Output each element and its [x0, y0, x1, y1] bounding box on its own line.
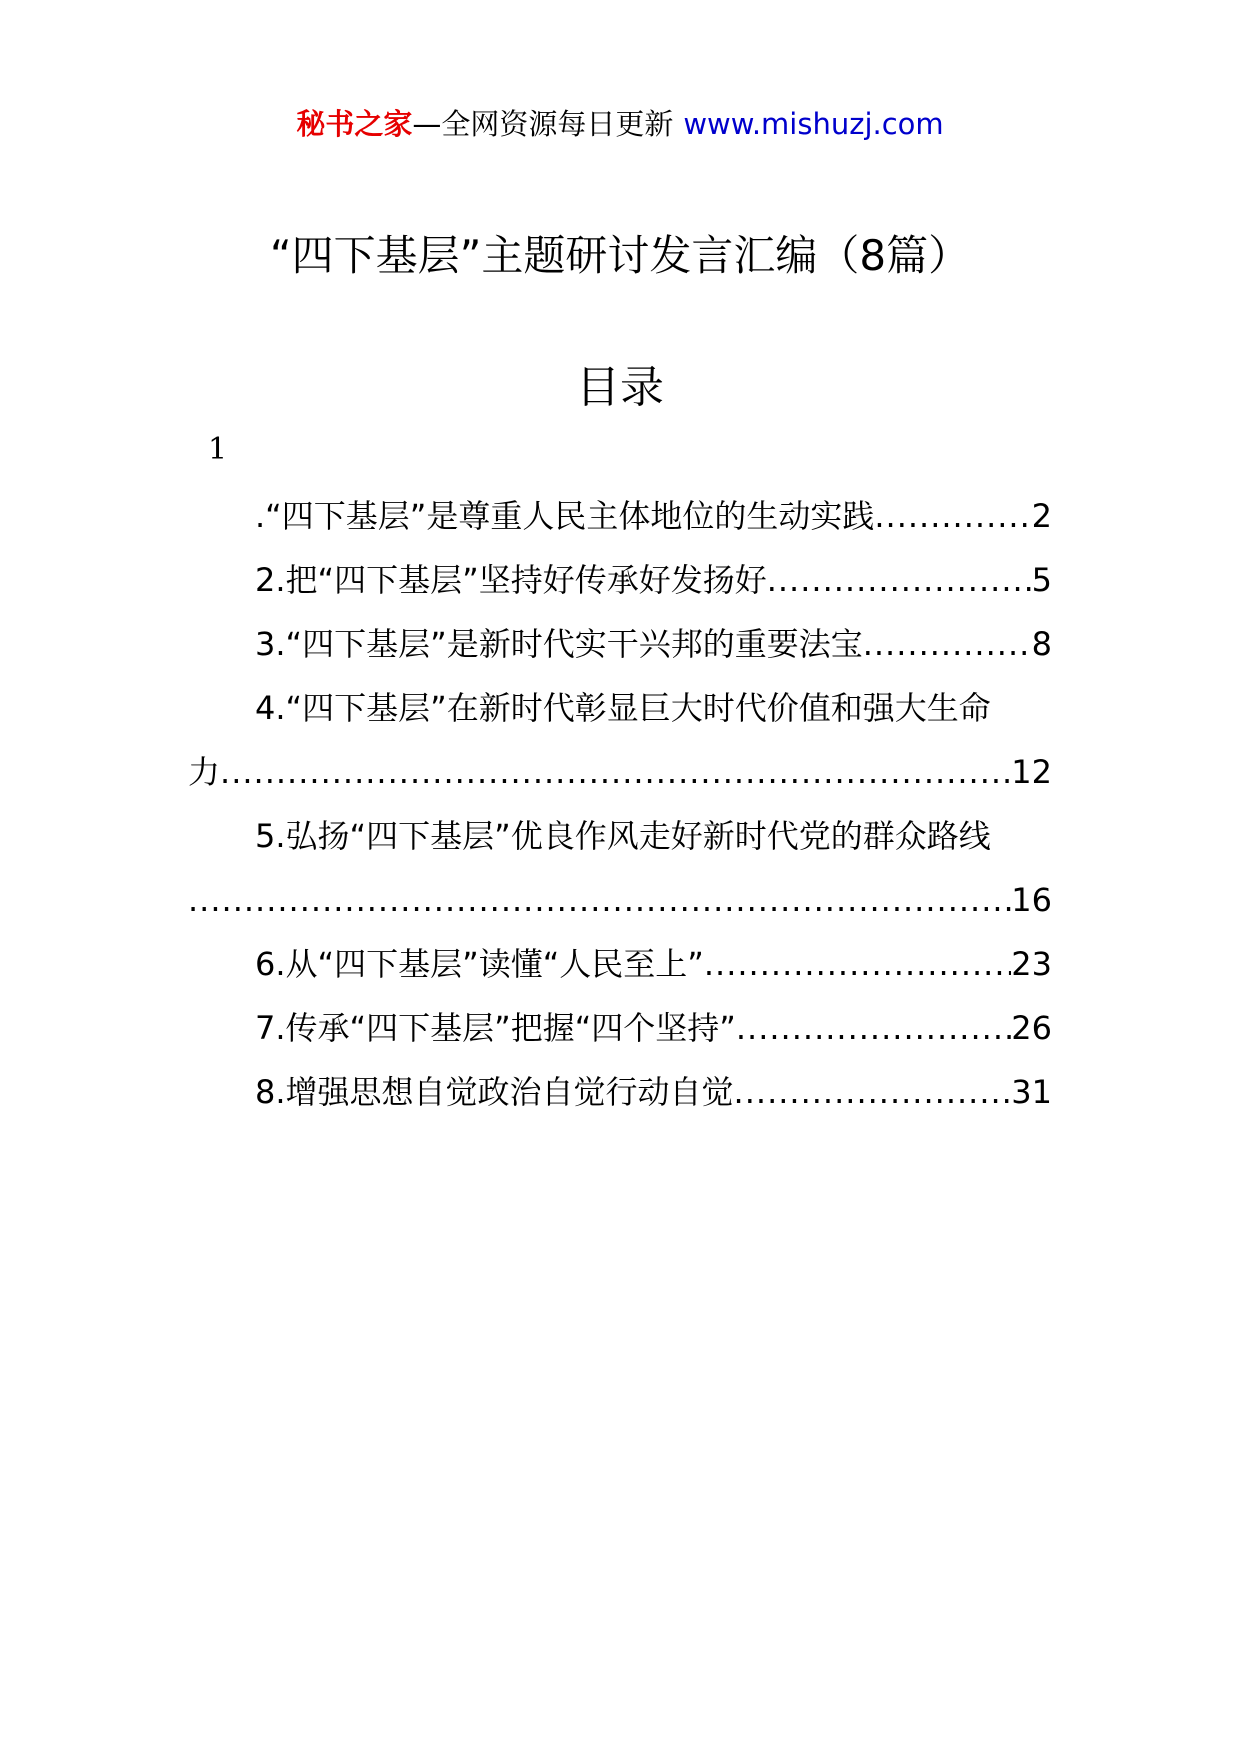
toc-entry-page: 23	[1011, 945, 1052, 983]
toc-heading: 目录	[576, 362, 664, 413]
toc-entry-title: 6.从“四下基层”读懂“人民至上”	[255, 945, 704, 983]
toc-entry-title: 8.增强思想自觉政治自觉行动自觉	[255, 1073, 734, 1111]
toc-entry-page: 16	[1011, 881, 1052, 919]
toc-entry-4[interactable]	[255, 682, 1052, 734]
toc-leader-dots	[767, 554, 1032, 606]
toc-entry-title-continuation: 力	[188, 753, 221, 791]
header-banner	[0, 104, 1240, 144]
toc-entry-6[interactable]	[255, 938, 1052, 990]
toc-entry-page: 5	[1031, 561, 1052, 599]
site-url-link[interactable]: www.mishuzj.com	[683, 107, 944, 141]
toc-entry-page: 12	[1011, 753, 1052, 791]
toc-leader-dots	[874, 490, 1031, 542]
toc-entry-3[interactable]	[255, 618, 1052, 670]
toc-entry-page: 8	[1031, 625, 1052, 663]
brand-name: 秘书之家	[296, 107, 413, 141]
toc-leader-dots	[704, 938, 1011, 990]
toc-entry-page: 31	[1011, 1073, 1052, 1111]
toc-entry-5-continuation[interactable]	[188, 874, 1052, 926]
toc-entry-8[interactable]	[255, 1066, 1052, 1118]
toc-entry-2[interactable]	[255, 554, 1052, 606]
toc-leader-dots	[188, 874, 1011, 926]
toc-leader-dots	[734, 1066, 1012, 1118]
toc-entry-4-continuation[interactable]	[188, 746, 1052, 798]
toc-entry-title: 3.“四下基层”是新时代实干兴邦的重要法宝	[255, 625, 863, 663]
toc-entry-title: .“四下基层”是尊重人民主体地位的生动实践	[255, 497, 875, 535]
toc-leader-dots	[863, 618, 1032, 670]
header-slogan: —全网资源每日更新	[412, 107, 674, 141]
toc-entry-1[interactable]	[255, 490, 1052, 542]
toc-entry-title: 4.“四下基层”在新时代彰显巨大时代价值和强大生命	[255, 689, 991, 727]
toc-leader-dots	[736, 1002, 1011, 1054]
toc-entry-page: 26	[1011, 1009, 1052, 1047]
toc-entry-7[interactable]	[255, 1002, 1052, 1054]
toc-entry-title: 2.把“四下基层”坚持好传承好发扬好	[255, 561, 767, 599]
stray-number: 1	[208, 432, 228, 467]
toc-entry-page: 2	[1031, 497, 1052, 535]
toc-entry-title: 5.弘扬“四下基层”优良作风走好新时代党的群众路线	[255, 817, 991, 855]
toc-entry-title: 7.传承“四下基层”把握“四个坚持”	[255, 1009, 736, 1047]
toc-leader-dots	[220, 746, 1011, 798]
document-title: “四下基层”主题研讨发言汇编（8篇）	[269, 231, 971, 280]
toc-entry-5[interactable]	[255, 810, 1052, 862]
